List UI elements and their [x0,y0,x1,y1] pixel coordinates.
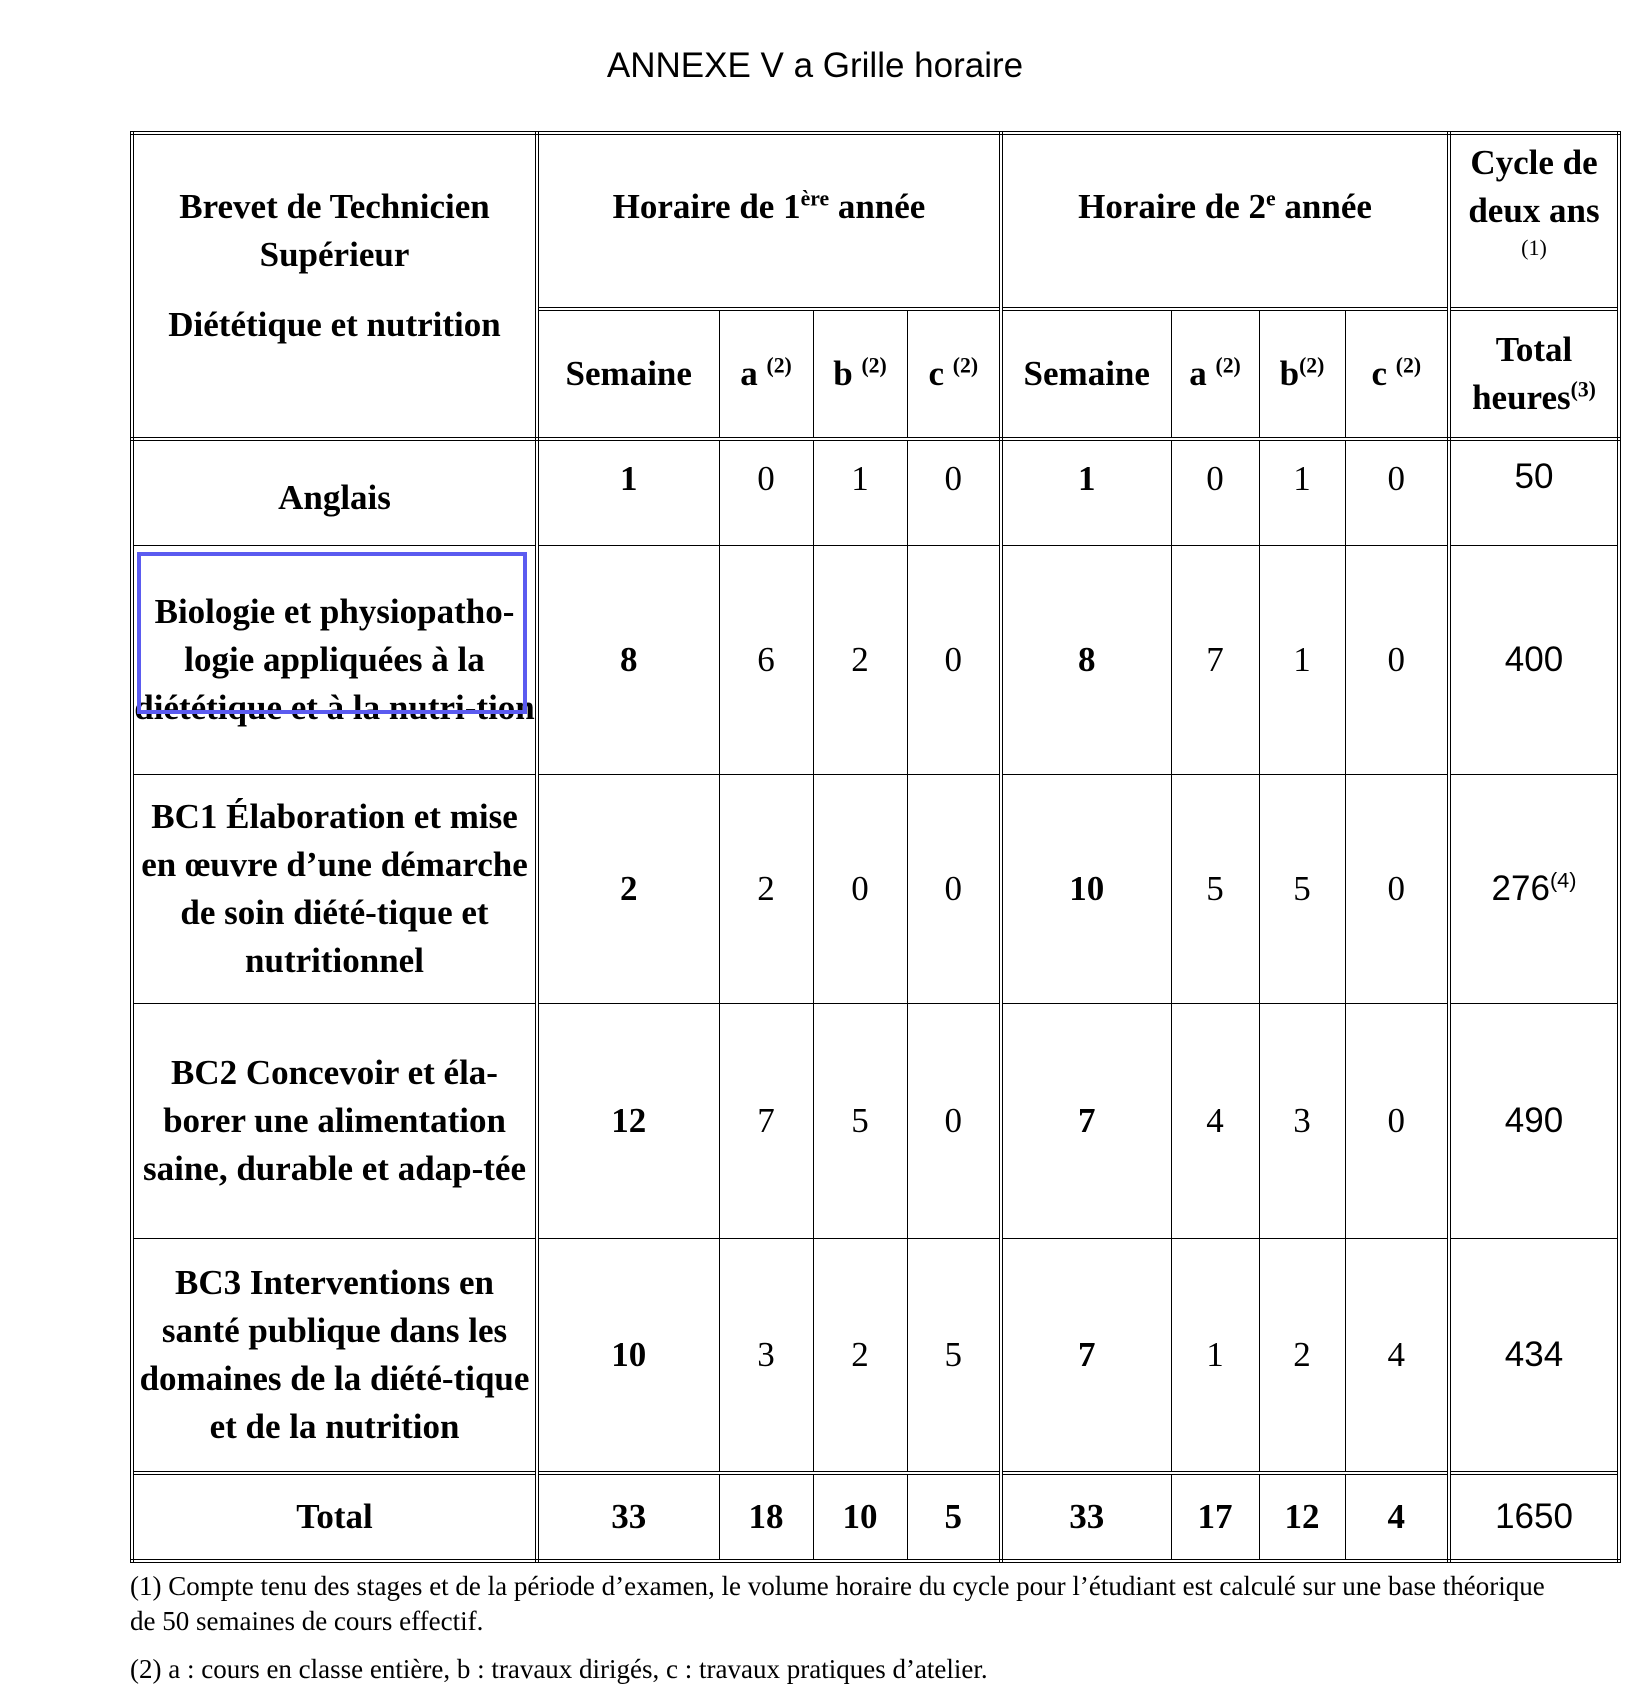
cell-value: 5 [907,1473,1001,1561]
table-row [132,545,1619,774]
diploma-line-3: Diététique et nutrition [168,305,501,344]
y1-b-label: b [833,354,853,393]
cell-value: 33 [1001,1473,1171,1561]
row-total-value: 276 [1491,868,1550,908]
total-hours-note: (3) [1570,377,1596,402]
y2-a-label: a [1189,354,1207,393]
document-title: ANNEXE V a Grille horaire [606,46,1024,85]
cell-value: 0 [1345,439,1449,545]
year2-suffix: année [1275,187,1372,226]
y1-b-note: (2) [861,353,887,378]
cell-value: 0 [1345,1003,1449,1238]
year2-sup: e [1266,186,1276,211]
cell-value: 0 [907,545,1001,774]
cell-value: 2 [537,774,719,1003]
y2-b-header [1259,309,1345,439]
cell-value: 1 [1259,545,1345,774]
cell-value: 0 [1345,774,1449,1003]
cell-value: 0 [1171,439,1259,545]
cell-value: 0 [719,439,813,545]
cell-value: 18 [719,1473,813,1561]
cell-value: 5 [1171,774,1259,1003]
cell-value: 7 [1001,1003,1171,1238]
year2-prefix: Horaire de 2 [1078,187,1267,226]
diploma-header-cell [132,133,537,439]
y1-b-header [813,309,907,439]
cell-value: 17 [1171,1473,1259,1561]
y2-c-label: c [1371,354,1387,393]
y2-a-header [1171,309,1259,439]
table-row [132,774,1619,1003]
year2-header [1001,133,1449,309]
table-row [132,439,1619,545]
cell-value: 4 [1345,1238,1449,1473]
cell-value: 1 [537,439,719,545]
y2-semaine-header: Semaine [1001,309,1171,439]
y1-c-label: c [928,354,944,393]
subject-cell: BC3 Interventions en santé publique dans les domaines de la diété-tique et de la nutrition [132,1238,537,1473]
total-hours-line-1: Total [1495,330,1573,369]
table-row [132,1003,1619,1238]
row-total: 434 [1449,1238,1619,1473]
cell-value: 1 [1001,439,1171,545]
cell-value: 5 [907,1238,1001,1473]
subject-cell: BC1 Élaboration et mise en œuvre d’une démarche de soin diété-tique et nutritionnel [132,774,537,1003]
cell-value: 3 [719,1238,813,1473]
cell-value: 7 [1001,1238,1171,1473]
cell-value: 2 [813,1238,907,1473]
total-hours-header [1449,309,1619,439]
cell-value: 4 [1345,1473,1449,1561]
total-row [132,1473,1619,1561]
y2-b-label: b [1279,354,1300,393]
cell-value: 8 [537,545,719,774]
cycle-line-1: Cycle de [1470,143,1598,182]
subject-cell: BC2 Concevoir et éla-borer une alimentation saine, durable et adap-tée [132,1003,537,1238]
cell-value: 6 [719,545,813,774]
cell-value: 12 [1259,1473,1345,1561]
schedule-table [130,131,1621,1563]
subject-cell: Anglais [132,439,537,545]
cell-value: 7 [719,1003,813,1238]
row-total: 400 [1449,545,1619,774]
y2-c-header [1345,309,1449,439]
y2-c-note: (2) [1395,353,1422,378]
year1-header [537,133,1001,309]
y2-a-note: (2) [1215,353,1241,378]
diploma-line-1: Brevet de Technicien [179,187,490,226]
cell-value: 33 [537,1473,719,1561]
year1-prefix: Horaire de 1 [612,187,801,226]
cell-value: 0 [813,774,907,1003]
y1-a-header [719,309,813,439]
cell-value: 10 [537,1238,719,1473]
cell-value: 0 [907,439,1001,545]
cell-value: 5 [813,1003,907,1238]
cell-value: 1 [1171,1238,1259,1473]
cell-value: 10 [1001,774,1171,1003]
cell-value: 2 [719,774,813,1003]
cell-value: 7 [1171,545,1259,774]
year1-suffix: année [829,187,926,226]
cell-value: 0 [1345,545,1449,774]
diploma-line-2: Supérieur [259,235,410,274]
row-total-note: (4) [1549,866,1577,892]
cycle-note: (1) [1521,235,1547,260]
cycle-header [1449,133,1619,309]
subject-cell: Biologie et physiopatho-logie appliquées à la diététique et à la nutri-tion [132,545,537,774]
cell-value: 3 [1259,1003,1345,1238]
cell-value: 8 [1001,545,1171,774]
cell-value: 4 [1171,1003,1259,1238]
cell-value: 5 [1259,774,1345,1003]
y1-semaine-header: Semaine [537,309,719,439]
cell-value: 12 [537,1003,719,1238]
grand-total: 1650 [1449,1473,1619,1561]
cell-value: 0 [907,1003,1001,1238]
row-total [1449,774,1619,1003]
row-total: 490 [1449,1003,1619,1238]
cell-value: 1 [813,439,907,545]
cycle-line-2: deux ans [1468,191,1600,230]
y1-a-note: (2) [766,353,792,378]
total-label: Total [132,1473,537,1561]
row-total: 50 [1449,439,1619,545]
cell-value: 0 [907,774,1001,1003]
cell-value: 2 [1259,1238,1345,1473]
y2-b-note: (2) [1299,353,1325,378]
table-row [132,1238,1619,1473]
footnote-2: (2) a : cours en classe entière, b : travaux dirigés, c : travaux pratiques d’atelier. [130,1654,988,1684]
cell-value: 1 [1259,439,1345,545]
year1-sup: ère [800,186,830,211]
y1-a-label: a [740,354,758,393]
y1-c-note: (2) [952,353,979,378]
total-hours-line-2: heures [1472,378,1571,417]
footnote-1: (1) Compte tenu des stages et de la période d’examen, le volume horaire du cycle pour l’étudiant est calculé sur une base théorique de 50 semaines de cours effectif. [130,1571,1545,1636]
cell-value: 10 [813,1473,907,1561]
cell-value: 2 [813,545,907,774]
y1-c-header [907,309,1001,439]
